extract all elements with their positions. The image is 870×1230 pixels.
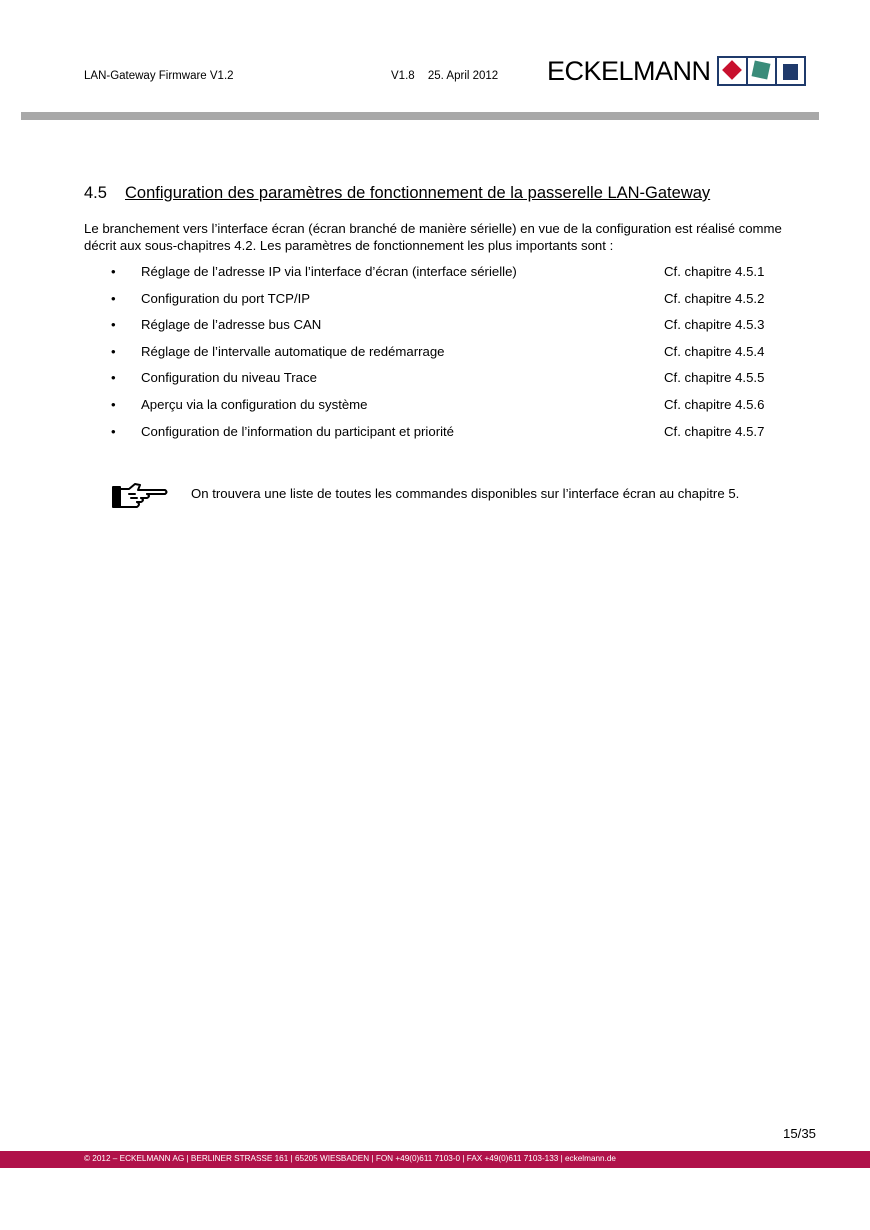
list-item-text: Réglage de l’intervalle automatique de redémarrage (141, 343, 445, 359)
chapter-reference: Cf. chapitre 4.5.1 (664, 264, 765, 279)
bullet: • (111, 290, 116, 306)
bullet: • (111, 343, 116, 359)
logo-mark-icon (717, 56, 806, 86)
chapter-reference: Cf. chapitre 4.5.7 (664, 423, 765, 439)
list-item (84, 423, 804, 450)
section-number: 4.5 (84, 184, 107, 202)
chapter-reference: Cf. chapitre 4.5.6 (664, 396, 765, 412)
list-item-text: Réglage de l’adresse IP via l’interface d’écran (interface sérielle) (141, 264, 517, 279)
logo-wordmark: ECKELMANN (547, 56, 711, 86)
list-item (84, 343, 804, 370)
bullet: • (111, 317, 116, 333)
intro-paragraph: Le branchement vers l’interface écran (écran branché de manière sérielle) en vue de la configuration est réalisé comme décrit aux sous-chapitres 4.2. Les paramètres de fonctionnement les plus importants sont : (84, 221, 782, 253)
section-title: Configuration des paramètres de fonctionnement de la passerelle LAN-Gateway (125, 184, 711, 202)
header-version-date (391, 70, 498, 82)
note-text: On trouvera une liste de toutes les commandes disponibles sur l’interface écran au chapitre 5. (191, 486, 740, 501)
chapter-reference: Cf. chapitre 4.5.4 (664, 343, 765, 359)
list-item-text: Aperçu via la configuration du système (141, 396, 368, 412)
section-heading (84, 184, 710, 203)
list-item (84, 369, 804, 396)
list-item (84, 290, 804, 317)
header-version: V1.8 (391, 70, 415, 82)
footer-text: © 2012 – ECKELMANN AG | BERLINER STRASSE 161 | 65205 WIESBADEN | FON +49(0)611 7103-0 | FAX +49(0)611 7103-133 | eckelmann.de (84, 1154, 616, 1163)
bullet: • (111, 423, 116, 439)
list-item-text: Configuration du niveau Trace (141, 370, 317, 386)
list-item (84, 396, 804, 423)
header-rule (21, 112, 819, 120)
chapter-reference: Cf. chapitre 4.5.5 (664, 370, 765, 386)
logo-box-green (748, 58, 777, 84)
bullet: • (111, 370, 116, 386)
page-number: 15/35 (783, 1126, 817, 1141)
list-item (84, 263, 804, 290)
eckelmann-logo (547, 56, 806, 86)
bullet: • (111, 264, 116, 279)
pointing-hand-icon (111, 482, 169, 512)
header-doc-title: LAN-Gateway Firmware V1.2 (84, 70, 234, 82)
bullet: • (111, 396, 116, 412)
page-footer (0, 1151, 870, 1168)
chapter-reference: Cf. chapitre 4.5.2 (664, 290, 765, 306)
chapter-reference: Cf. chapitre 4.5.3 (664, 317, 765, 333)
parameter-list (84, 263, 804, 449)
logo-box-red (719, 58, 748, 84)
list-item-text: Réglage de l’adresse bus CAN (141, 317, 322, 333)
list-item-text: Configuration du port TCP/IP (141, 290, 311, 306)
list-item (84, 316, 804, 343)
logo-box-blue (777, 58, 804, 84)
list-item-text: Configuration de l’information du participant et priorité (141, 423, 455, 439)
header-date: 25. April 2012 (427, 70, 499, 82)
